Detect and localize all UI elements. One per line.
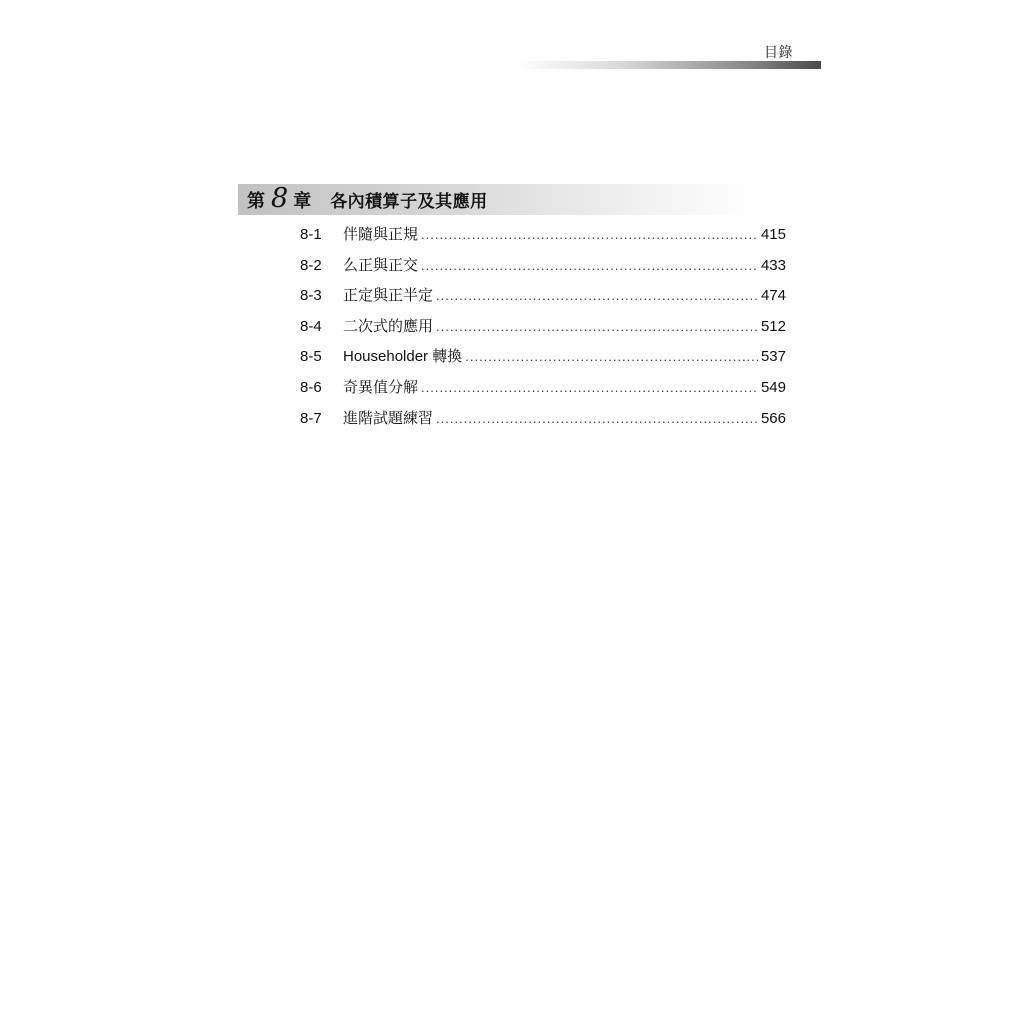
toc-section-title: 奇異值分解 [343, 378, 419, 396]
chapter-number: 8 [271, 183, 289, 214]
toc-page-number: 512 [760, 317, 786, 335]
toc-leader-dots [421, 258, 758, 273]
toc-page-number: 537 [760, 348, 786, 366]
toc-section-title: 進階試題練習 [343, 409, 434, 427]
chapter-suffix: 章 [293, 190, 312, 212]
toc-leader-dots [436, 288, 758, 303]
toc-leader-dots [436, 411, 758, 426]
toc-page-number: 566 [760, 409, 786, 427]
toc-section-number: 8-1 [300, 226, 322, 243]
chapter-title: 各內積算子及其應用 [330, 192, 488, 212]
toc-leader-dots [421, 380, 758, 395]
header-rule [516, 61, 821, 69]
toc-section-number: 8-2 [300, 256, 322, 274]
toc-entry[interactable] [300, 315, 786, 346]
running-header: 目錄 [764, 45, 793, 61]
toc-leader-dots [421, 227, 758, 242]
toc-page-number: 474 [760, 287, 786, 305]
toc-leader-dots [465, 349, 758, 364]
toc-section-number: 8-3 [300, 287, 322, 305]
chapter-prefix: 第 [247, 190, 265, 212]
toc-page-number: 549 [760, 378, 786, 396]
table-of-contents [300, 223, 786, 437]
toc-section-number: 8-4 [300, 317, 322, 335]
toc-section-number: 8-6 [300, 378, 322, 396]
toc-section-title: Householder 轉換 [343, 348, 463, 366]
toc-leader-dots [436, 319, 758, 334]
toc-section-number: 8-7 [300, 409, 322, 427]
toc-section-title: 二次式的應用 [343, 317, 434, 335]
toc-entry[interactable] [300, 284, 786, 315]
chapter-heading [238, 184, 758, 215]
toc-entry[interactable] [300, 376, 786, 407]
toc-page-number: 415 [760, 226, 786, 243]
toc-section-number: 8-5 [300, 348, 322, 366]
toc-entry[interactable] [300, 223, 786, 254]
toc-entry[interactable] [300, 254, 786, 285]
toc-section-title: 正定與正半定 [343, 287, 434, 305]
toc-page-number: 433 [760, 256, 786, 274]
toc-entry[interactable] [300, 345, 786, 376]
toc-section-title: 伴隨與正規 [343, 226, 419, 243]
toc-entry[interactable] [300, 407, 786, 438]
toc-section-title: 么正與正交 [343, 256, 419, 274]
